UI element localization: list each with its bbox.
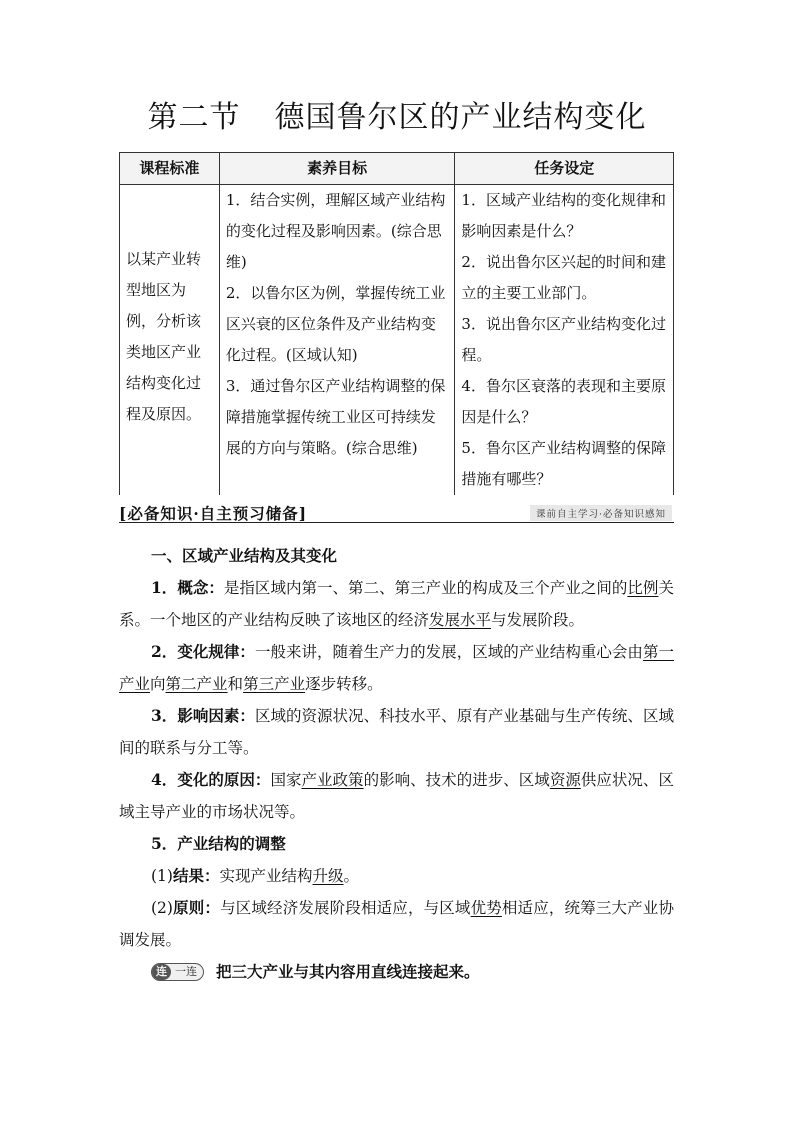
paragraph-causes	[119, 764, 674, 828]
text-run: 和	[227, 675, 244, 693]
paragraph-influencing-factors	[119, 700, 674, 764]
text-run: 区域的资源状况、科技水平、原有产业基础与生产传统、区域间的联系与分工等。	[119, 707, 674, 757]
item-label: 产业结构的调整	[177, 834, 286, 853]
section-bar-tag: 课前自主学习·必备知识感知	[530, 505, 672, 521]
table-row	[120, 185, 674, 496]
table-header: 素养目标	[219, 153, 455, 185]
text-run: 。	[343, 867, 360, 885]
item-label: 变化的原因：	[177, 770, 271, 789]
text-run: 的影响、技术的进步、区域	[363, 771, 550, 789]
table-header: 课程标准	[120, 153, 220, 185]
item-label: 原则：	[172, 898, 221, 917]
answer-blank: 比例	[627, 579, 659, 597]
answer-blank: 产业政策	[301, 771, 364, 789]
paragraph-concept	[119, 572, 674, 636]
item-label: 变化规律：	[177, 642, 255, 661]
item-number: 4．	[151, 770, 178, 789]
paragraph-result	[119, 860, 674, 892]
activity-line	[119, 956, 674, 988]
badge-text: 一连	[175, 965, 197, 978]
item-number: 5．	[151, 834, 178, 853]
task-item: 4．鲁尔区衰落的表现和主要原因是什么？	[461, 377, 666, 426]
text-run: 与发展阶段。	[491, 611, 585, 629]
answer-blank: 升级	[312, 867, 344, 885]
answer-blank: 第三产业	[243, 675, 306, 693]
section-bar-label: [必备知识·自主预习储备]	[119, 504, 308, 523]
text-run: 国家	[270, 771, 302, 789]
task-item: 5．鲁尔区产业结构调整的保障措施有哪些？	[461, 439, 666, 488]
title-section-number: 第二节	[147, 100, 241, 135]
curriculum-table	[119, 152, 674, 495]
text-run: 是指区域内第一、第二、第三产业的构成及三个产业之间的	[223, 579, 628, 597]
text-run: 一般来讲，随着生产力的发展，区域的产业结构重心会由	[254, 643, 643, 661]
text-run: 实现产业结构	[219, 867, 313, 885]
text-run: 向	[150, 675, 166, 693]
item-number: 2．	[151, 642, 178, 661]
item-number: (1)	[151, 867, 173, 885]
task-item: 3．说出鲁尔区产业结构变化过程。	[461, 315, 666, 364]
paragraph-principle	[119, 892, 674, 956]
curriculum-standard-cell: 以某产业转型地区为例，分析该类地区产业结构变化过程及原因。	[120, 185, 220, 496]
paragraph-change-pattern	[119, 636, 674, 700]
table-header-row	[120, 153, 674, 185]
item-number: 3．	[151, 706, 178, 725]
badge-char: 连	[152, 964, 171, 980]
text-run: 逐步转移。	[305, 675, 383, 693]
item-label: 概念：	[177, 578, 224, 597]
item-number: (2)	[151, 899, 173, 917]
text-run: 关系。一个地区的产业结构反映了该地区的经济	[119, 579, 674, 629]
task-item: 1．区域产业结构的变化规律和影响因素是什么？	[461, 191, 666, 240]
item-label: 结果：	[172, 866, 220, 885]
text-run: 相适应，统筹三大产业协调发展。	[119, 899, 674, 949]
paragraph-adjustment	[119, 828, 674, 860]
literacy-goals-cell	[219, 185, 455, 496]
connect-activity-badge	[151, 963, 204, 981]
section-heading: 一、区域产业结构及其变化	[151, 546, 338, 565]
activity-instruction: 把三大产业与其内容用直线连接起来。	[216, 962, 480, 981]
text-run: 供应状况、区域主导产业的市场状况等。	[119, 771, 674, 821]
answer-blank: 第一产业	[119, 643, 674, 693]
goal-item: 2．以鲁尔区为例，掌握传统工业区兴衰的区位条件及产业结构变化过程。(区域认知)	[225, 284, 446, 364]
page-title	[0, 92, 794, 136]
answer-blank: 发展水平	[429, 611, 492, 629]
knowledge-content	[119, 540, 674, 988]
answer-blank: 资源	[549, 771, 581, 789]
item-number: 1．	[151, 578, 178, 597]
section-bar	[119, 502, 674, 523]
table-header: 任务设定	[455, 153, 674, 185]
text-run: 与区域经济发展阶段相适应，与区域	[220, 899, 471, 917]
title-text: 德国鲁尔区的产业结构变化	[274, 100, 647, 135]
task-settings-cell	[455, 185, 674, 496]
answer-blank: 第二产业	[165, 675, 228, 693]
goal-item: 1．结合实例，理解区域产业结构的变化过程及影响因素。(综合思维)	[225, 191, 446, 271]
item-label: 影响因素：	[177, 706, 255, 725]
answer-blank: 优势	[470, 899, 502, 917]
goal-item: 3．通过鲁尔区产业结构调整的保障措施掌握传统工业区可持续发展的方向与策略。(综合思维)	[225, 377, 446, 457]
task-item: 2．说出鲁尔区兴起的时间和建立的主要工业部门。	[461, 253, 666, 302]
